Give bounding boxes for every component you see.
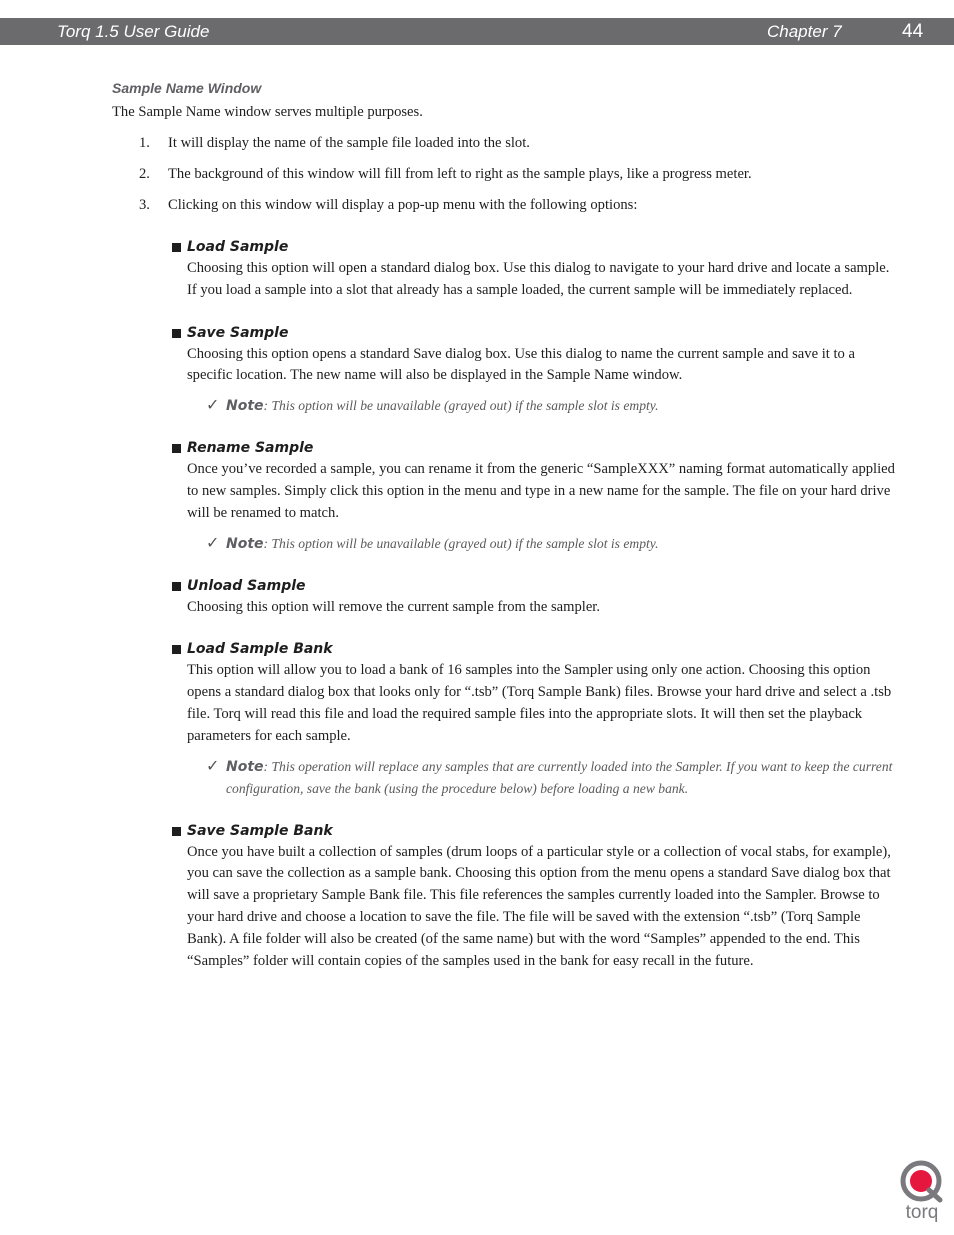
option-description: Once you have built a collection of samples (drum loops of a particular style or a collection of vocal stabs, for example), you can save the collection as a sample bank. Choosing this option from the menu opens a standard Save dialog box that will save a proprietary Sample Bank file. This file references the samples currently loaded into the Sampler. Browse to your hard drive and choose a location to save the file. The file will be saved with the extension “.tsb” (Torq Sample Bank). A file folder will also be created (of the same name) but with the word “Samples” appended to the end. This “Samples” folder will contain copies of the samples used in the bank for easy recall in the future.	[187, 843, 891, 969]
square-bullet-icon	[172, 582, 181, 591]
list-item	[112, 195, 912, 226]
option-name: Load Sample	[187, 239, 289, 255]
option-description: Choosing this option will open a standard dialog box. Use this dialog to navigate to your hard drive and locate a sample. If you load a sample into a slot that already has a sample loaded, the current sample will be immediately replaced.	[187, 260, 890, 298]
list-item-text: It will display the name of the sample file loaded into the slot.	[168, 135, 530, 151]
option-description: Choosing this option opens a standard Save dialog box. Use this dialog to name the current sample and save it to a specific location. The new name will also be displayed in the Sample Name window.	[187, 345, 855, 384]
option-rename-sample	[170, 437, 900, 554]
option-load-sample	[170, 236, 900, 302]
option-heading	[170, 638, 900, 660]
checkmark-icon: ✓	[206, 397, 220, 415]
note-text: : This option will be unavailable (grayed out) if the sample slot is empty.	[263, 398, 659, 414]
list-item	[112, 164, 912, 195]
option-heading	[170, 437, 900, 459]
option-description: Choosing this option will remove the current sample from the sampler.	[187, 598, 601, 615]
section-title: Sample Name Window	[112, 80, 262, 96]
numbered-list	[112, 133, 912, 226]
option-heading	[170, 236, 900, 258]
option-heading	[170, 575, 900, 597]
square-bullet-icon	[172, 329, 181, 338]
square-bullet-icon	[172, 243, 181, 252]
option-description: This option will allow you to load a bank of 16 samples into the Sampler using only one action. Choosing this option opens a standard dialog box that looks only for “.tsb” (Torq Sample Bank) files. Browse your hard drive and select a .tsb file. Torq will read this file and load the required sample files into the appropriate slots. It will then set the playback parameters for each sample.	[187, 662, 892, 744]
note-label: Note	[226, 398, 264, 415]
option-name: Unload Sample	[187, 577, 306, 594]
option-heading	[170, 322, 900, 344]
section-intro: The Sample Name window serves multiple purposes.	[112, 104, 423, 120]
option-save-sample-bank	[170, 820, 900, 973]
option-unload-sample	[170, 575, 900, 619]
note	[206, 756, 900, 800]
checkmark-icon: ✓	[206, 757, 220, 775]
option-load-sample-bank	[170, 638, 900, 799]
note-label: Note	[226, 535, 264, 552]
checkmark-icon: ✓	[206, 534, 220, 552]
note-text: : This operation will replace any samples that are currently loaded into the Sampler. If you want to keep the current configuration, save the bank (using the procedure below) before loading a new bank.	[226, 758, 893, 796]
option-heading	[170, 820, 900, 842]
option-name: Rename Sample	[187, 440, 314, 457]
note-label: Note	[226, 758, 264, 775]
chapter-label: Chapter 7	[767, 22, 842, 41]
torq-logo-icon	[899, 1160, 945, 1224]
logo-text: torq	[905, 1202, 939, 1223]
note-text: : This option will be unavailable (grayed out) if the sample slot is empty.	[263, 535, 659, 551]
square-bullet-icon	[172, 645, 181, 654]
option-name: Load Sample Bank	[187, 641, 333, 658]
page-header	[0, 18, 954, 45]
list-item-text: The background of this window will fill from left to right as the sample plays, like a progress meter.	[168, 166, 752, 182]
guide-title: Torq 1.5 User Guide	[57, 22, 210, 41]
page-number: 44	[902, 21, 924, 42]
list-item-text: Clicking on this window will display a pop-up menu with the following options:	[168, 197, 638, 213]
note	[206, 533, 900, 555]
list-item	[112, 133, 912, 164]
square-bullet-icon	[172, 827, 181, 836]
list-item-number: 2.	[139, 166, 150, 182]
square-bullet-icon	[172, 444, 181, 453]
list-item-number: 3.	[139, 197, 150, 213]
note	[206, 395, 900, 417]
option-description: Once you’ve recorded a sample, you can rename it from the generic “SampleXXX” naming format automatically applied to new samples. Simply click this option in the menu and type in a new name for the sample. The file on your hard drive will be renamed to match.	[187, 461, 895, 521]
list-item-number: 1.	[139, 135, 150, 151]
option-save-sample	[170, 322, 900, 418]
menu-options-list	[170, 236, 900, 992]
option-name: Save Sample Bank	[187, 822, 333, 839]
option-name: Save Sample	[187, 324, 289, 341]
